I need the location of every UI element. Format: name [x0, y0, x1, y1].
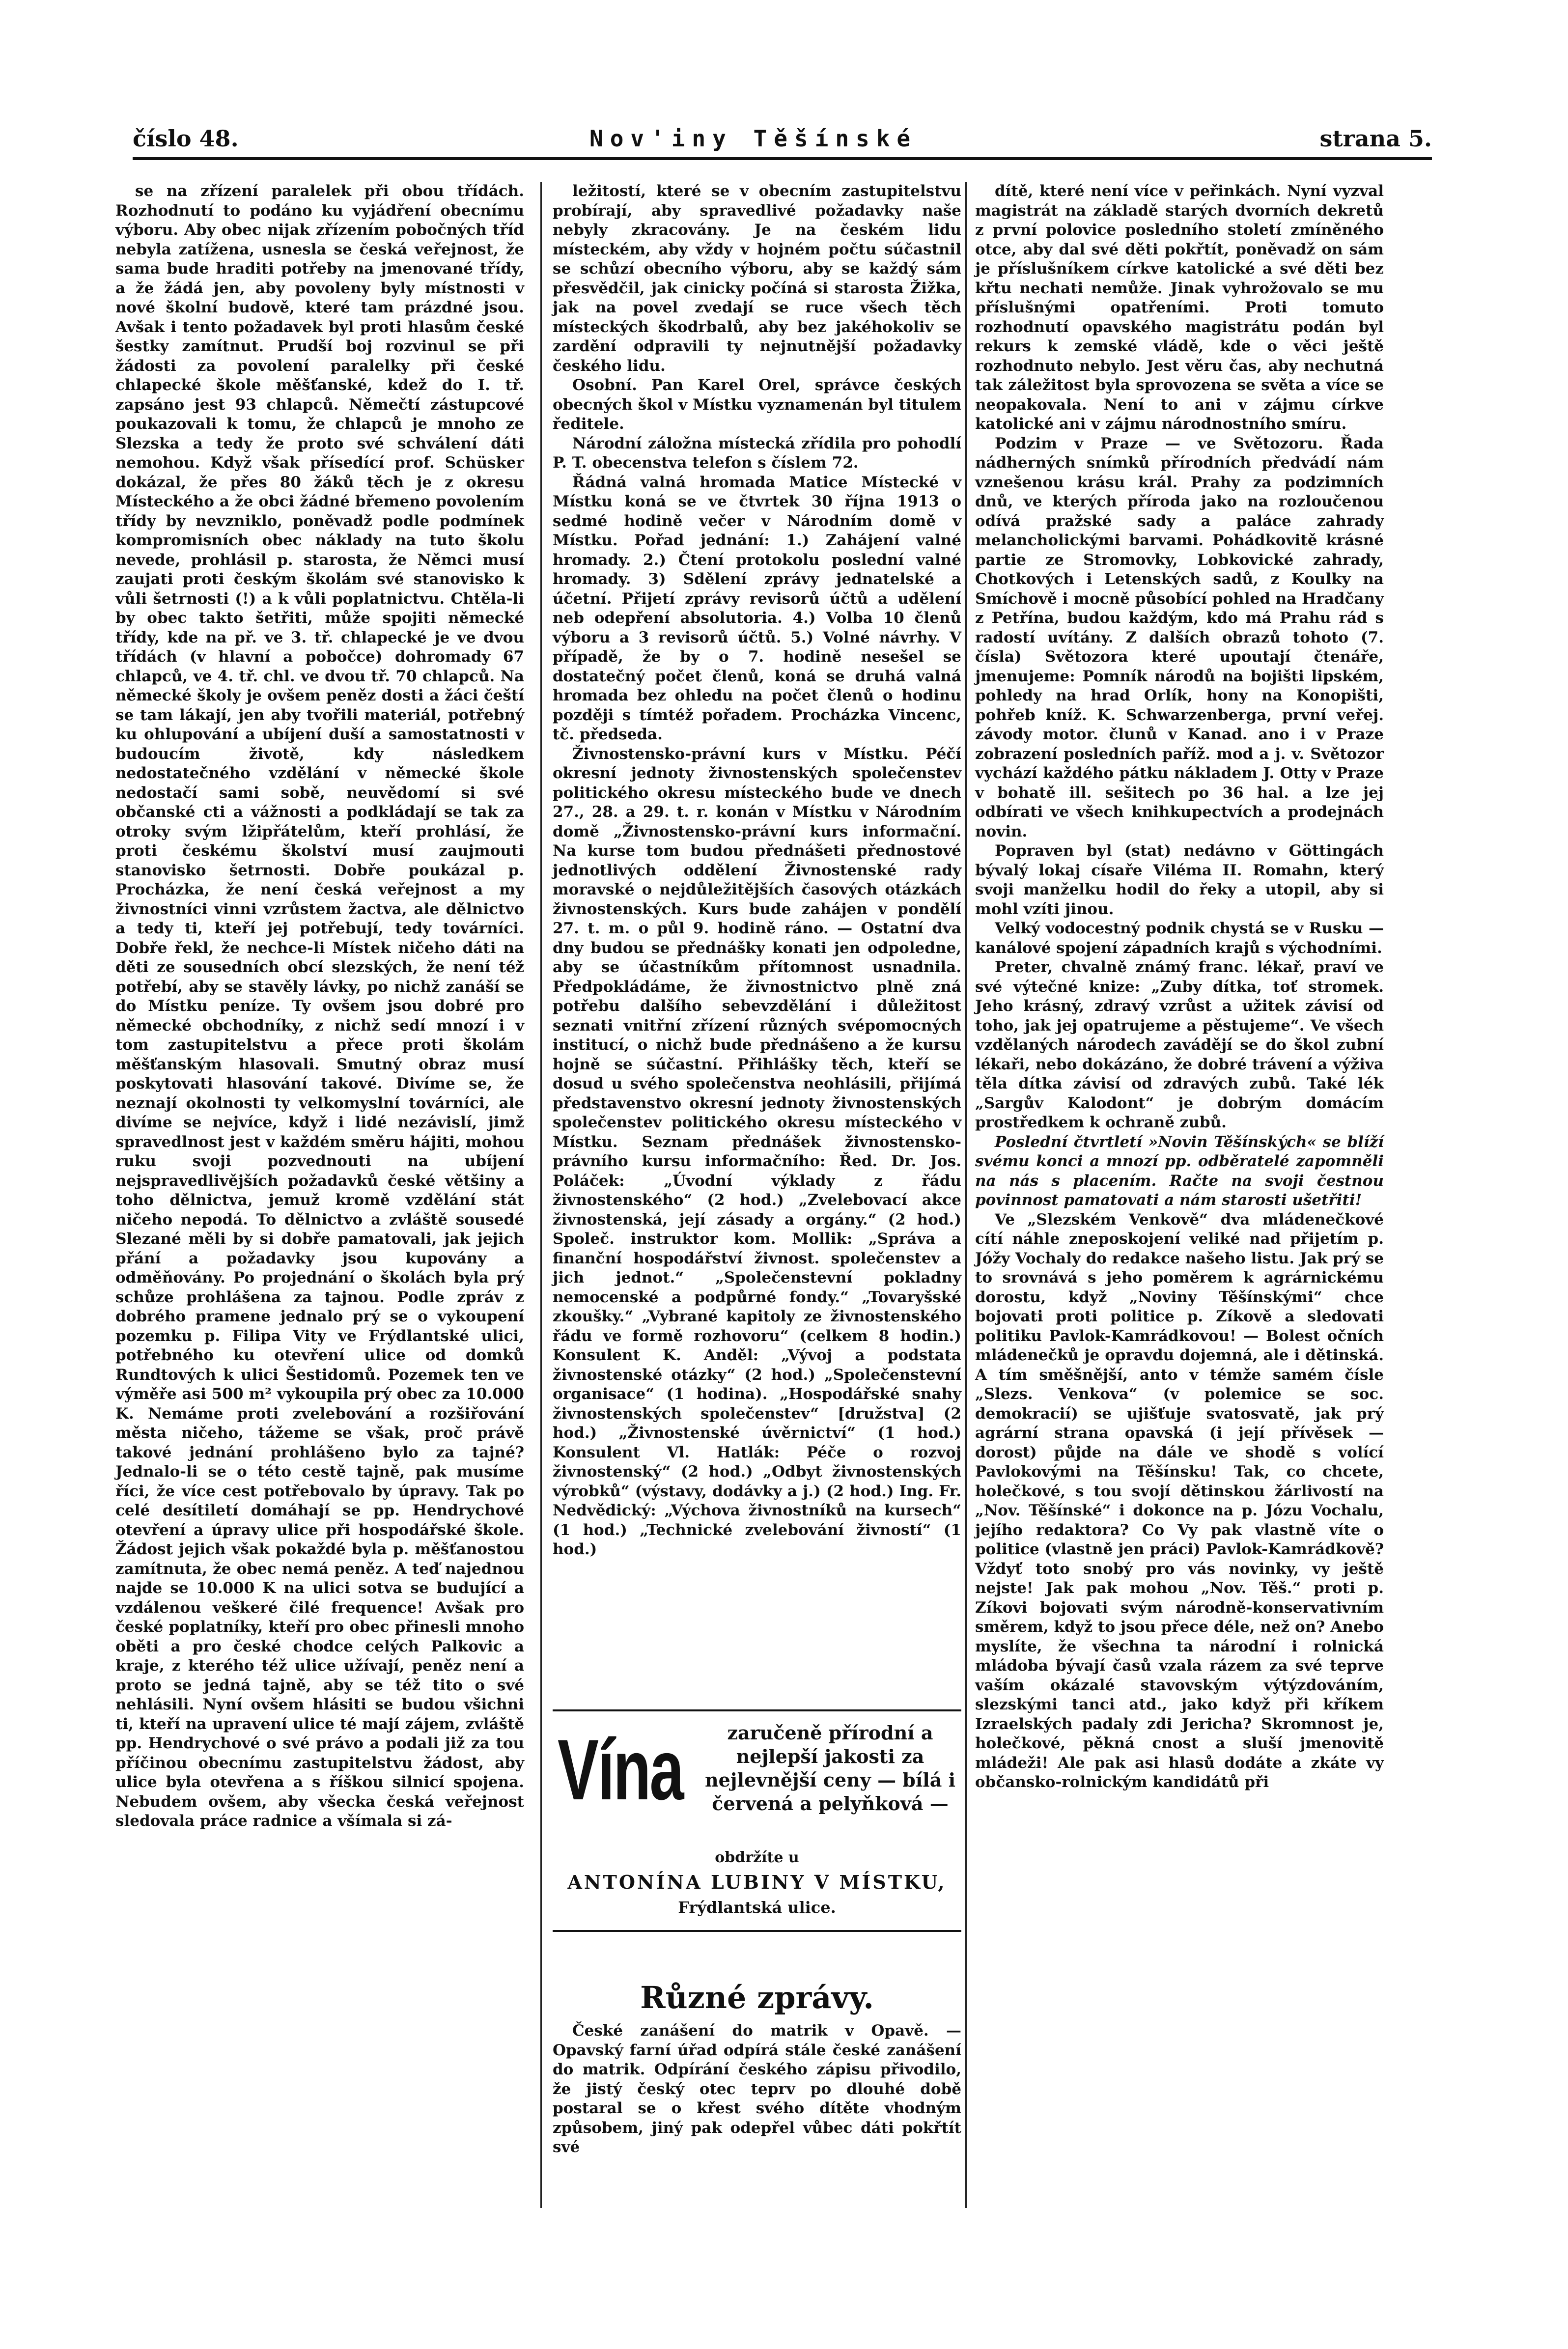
- article-zalozna: Národní záložna místecká zřídila pro pohodlí P. T. obecenstva telefon s číslem 72.: [553, 434, 961, 472]
- ad-address: Frýdlantská ulice.: [678, 1898, 836, 1917]
- article-svetozor: Podzim v Praze — ve Světozoru. Řada nádherných snímků přírodních předvádí nám vznešenou krásu král. Prahy za podzimních dnů, ve kterých příroda jako na rozloučenou odívá pražské sady a paláce zahrady melancholickými barvami. Pohádkovitě krásné partie ze Stromovky, Lobkovické zahrady, Chotkových i Letenských sadů, z Koulky na Smíchově i mocně působící pohled na Hradčany z Petřína, budou každým, kdo má Prahu rád s radostí uvítány. Z dalších obrazů tohoto (7. čísla) Světozora které upoutají čtenáře, jmenujeme: Pomník národů na bojišti lipském, pohledy na hrad Orlík, hony na Konopišti, pohřeb kníž. K. Schwarzenberga, první veřej. závody motor. člunů v Kanad. ano i v Praze zobrazení posledních paříž. mod a j. v. Světozor vychází každého pátku nákladem J. Otty v Praze v bohatě ill. sešitech po 36 hal. a lze jej odbírati ve všech knihkupectvích a prodejnách novin.: [975, 434, 1384, 840]
- ad-big-word: Vína: [558, 1722, 683, 1818]
- article-venkov: Ve „Slezském Venkově“ dva mládenečkové cítí náhle zneposkojení veliké nad přijetím p. Jóžy Vochaly do redakce našeho listu. Jak prý se to srovnává s jeho poměrem k agrárnickému dorostu, když „Noviny Těšínskými“ chce bojovati proti politice p. Zíkově a sledovati politiku Pavlok-Kamrádkovou! — Bolest očních mládenečků je opravdu dojemná, ale i dětinská. A tím směšnější, anto v témže samém čísle „Slezs. Venkova“ (v polemice se soc. demokracií) se ujišťuje svatosvatě, jak prý agrární strana opavská (i její přívěsek — dorost) půjde na dále ve shodě s volící Pavlokovými na Těšínsku! Tak, co chcete, holečkové, s tou svojí dětinskou žárlivostí na „Nov. Těšínské“ i dokonce na p. Józu Vochalu, jejího redaktora? Co Vy pak vlastně víte o politice (vlastně jen práci) Pavlok-Kamrádkově? Vždyť toto snobý pro vás novinky, vy ještě nejste! Jak pak mohou „Nov. Těš.“ proti p. Zíkovi bojovati svým národně-konservativním směrem, když to jsou přece déle, než on? Anebo myslíte, že všechna ta národní i rolnická mládoba bývají časů vzala rázem za své teprve vaším okázalé stavovským výtýzdováním, slezskými tanci atd., jako když při kříkem Izraelských padaly zdi Jericha? Skromnost je, holečkové, pěkná cnost a sluší jmenovitě mládeži! Ale pak asi hlasů dodáte a zkáte vy občansko-rolnickým kandidátů při: [975, 1210, 1384, 1791]
- article-text: dítě, které není více v peřinkách. Nyní vyzval magistrát na základě starých dvorních dekretů z první polovice posledního století zmíněného otce, aby dal své děti pokřtít, poněvadž on sám je příslušníkem církve katolické a své děti bez křtu nechati nemůže. Jinak vyhrožovalo se mu příslušnými opatřeními. Proti tomuto rozhodnutí opavského magistrátu podán byl rekurs k zemské vládě, kde o věci ještě rozhodnuto nebylo. Jest věru čas, aby nechutná tak záležitost byla sprovozena se světa a více se neopakovala. Není to ani v zájmu církve katolické ani v zájmu národnostního smíru.: [975, 182, 1384, 433]
- ad-bottom-rule: [553, 1930, 961, 1932]
- column-divider-1: [540, 182, 542, 2208]
- column-2-bottom: [553, 2021, 961, 2157]
- issue-number: číslo 48.: [133, 125, 239, 152]
- column-1: [115, 182, 524, 1831]
- wine-advertisement: [553, 1709, 961, 1967]
- article-preter: Preter, chvalně známý franc. lékař, praví ve své výtečné knize: „Zuby dítka, toť stromek. Jeho krásný, zdravý vzrůst a užitek závisí od toho, jak jej opatrujeme a pěstujeme“. Ve všech vzdělaných národech zavádějí se do škol zubní lékaři, nebo dokázáno, že dobré trávení a výživa těla dítka závisí od zdravých zubů. Také lék „Sargův Kalodont“ je dobrým domácím prostředkem k ochraně zubů.: [975, 958, 1384, 1131]
- column-3: [975, 182, 1384, 1792]
- newspaper-title: Nov'iny Těšínské: [589, 125, 918, 152]
- header-rule: [133, 157, 1432, 160]
- column-divider-2: [965, 182, 967, 2208]
- article-kurs: Živnostensko-právní kurs v Místku. Péčí okresní jednoty živnostenských společenstev politického okresu místeckého bude ve dnech 27., 28. a 29. t. r. konán v Místku v Národním domě „Živnostensko-právní kurs informační. Na kurse tom budou přednášeti přednostové jednotlivých oddělení Živnostenské rady moravské o nejdůležitějších časových otázkách živnostenských. Kurs bude zahájen v pondělí 27. t. m. o půl 9. hodině ráno. — Ostatní dva dny budou se přednášky konati jen odpoledne, aby se účastníkům přítomnost usnadnila. Předpokládáme, že živnostnictvo plně zná potřebu dalšího sebevzdělání i důležitost seznati vnitřní zřízení různých svépomocných institucí, o nichž bude přednášeno a že kursu hojně se súčastní. Přihlášky těch, kteří se dosud u svého společenstva neohlásili, přijímá představenstvo okresní jednoty živnostenských společenstev politického okresu místeckého v Místku. Seznam přednášek živnostensko-právního kursu informačního: Řed. Dr. Jos. Poláček: „Úvodní výklady z řádu živnostenského“ (2 hod.) „Zvelebovací akce živnostenská, její zásady a orgány.“ (2 hod.) Společ. instruktor kom. Mollik: „Správa a finanční hospodářství živnost. společenstev a jich jednot.“ „Společenstevní pokladny nemocenské a podpůrné fondy.“ „Tovaryšské zkoušky.“ „Vybrané kapitoly ze živnostenského řádu ve formě rozhovoru“ (celkem 8 hodin.) Konsulent K. Anděl: „Vývoj a podstata živnostenské otázky“ (2 hod.) „Společenstevní organisace“ (1 hodina). „Hospodářské snahy živnostenských společenstev“ [družstva] (2 hod.) „Živnostenské úvěrnictví“ (1 hod.) Konsulent Vl. Hatlák: Péče o rozvoj živnostenský“ (2 hod.) „Odbyt živnostenských výrobků“ (výstavy, dodávky a j.) (2 hod.) Ing. Fr. Nedvědický: „Výchova živnostníků na kursech“ (1 hod.) „Technické zvelebování živností“ (1 hod.): [553, 745, 961, 1558]
- article-osobni: Osobní. Pan Karel Orel, správce českých obecných škol v Místku vyznamenán byl titulem ředitele.: [553, 376, 961, 433]
- page-header: [133, 125, 1432, 155]
- article-text: se na zřízení paralelek při obou třídách. Rozhodnutí to podáno ku vyjádření obecnímu výboru. Aby obec nijak zřízením pobočných tříd nebyla zatížena, usnesla se česká veřejnost, že sama bude hraditi potřeby na jmenované třídy, a že žádá jen, aby povoleny byly místnosti v nové školní budově, které tam prázdné jsou. Avšak i tento požadavek byl proti hlasům české šestky zamítnut. Prudší boj rozvinul se při žádosti za povolení paralelky při české chlapecké škole měšťanské, kdež do I. tř. zapsáno jest 93 chlapců. Němečtí zástupcové poukazovali k tomu, že chlapců je mnoho ze Slezska a tedy že proto své schválení dáti nemohou. Když však přísedící prof. Schüsker dokázal, že přes 80 žáků těch je z okresu Místeckého a že obci žádné břemeno povolením třídy by nevzniklo, poněvadž podle podmínek kompromisních obec náklady na tuto školu nevede, prohlásil p. starosta, že Němci musí zaujati proti českým školám své stanovisko k vůli šetrnosti (!) a k vůli poplatnictvu. Chtěla-li by obec takto šetřiti, může spojiti německé třídy, kde na př. ve 3. tř. chlapecké je ve dvou třídách (v hlavní a pobočce) dohromady 67 chlapců, ve 4. tř. chl. ve dvou tř. 70 chlapců. Na německé školy je ovšem peněz dosti a žáci čeští se tam lákají, jen aby tvořili materiál, potřebný ku ohlupování a ubíjení duší a samostatnosti v budoucím životě, kdy následkem nedostatečného vzdělání v německé škole nedostačí sami sobě, neuvědomí si své občanské cti a vážnosti a podkládají se tak za otroky svým lžipřátelům, kteří prohlásí, že proti českému školství musí zaujmouti stanovisko šetrnosti. Dobře poukázal p. Procházka, že není česká veřejnost a my živnostníci vinni vzrůstem žactva, ale dělnictvo a tedy ti, kteří jej potřebují, tedy továrníci. Dobře řekl, že nechce-li Místek ničeho dáti na děti ze sousedních obcí slezských, že není též potřebí, aby se stavěly lávky, po nichž zanáší se do Místku peníze. Ty ovšem jsou dobré pro německé obchodníky, z nichž sedí mnozí i v tom zastupitelstvu a přece proti školám měšťanským hlasovali. Smutný obraz musí poskytovati hlasování takové. Divíme se, že neznají okolnosti ty velkomyslní továrníci, ale divíme se nejvíce, když i lidé nezávislí, jimž spravedlnost jest v každém směru hájiti, mohou ruku svoji pozvednouti na ubíjení nejspravedlivějších požadavků české většiny a toho dělnictva, jemuž kromě vzdělání stát ničeho nepodá. To dělnictvo a zvláště sousedé Slezané měli by si dobře pamatovali, jak jejich přání a požadavky jsou kupovány a odměňovány. Po projednání o školách byla prý schůze prohlášena za tajnou. Podle zpráv z dobrého pramene jednalo prý se o vykoupení pozemku p. Filipa Vity ve Frýdlantské ulici, potřebného ku otevření ulice od domků Rundtových k ulici Šestidomů. Pozemek ten ve výměře asi 500 m² vykoupila prý obec za 10.000 K. Nemáme proti zvelebování a rozšiřování města ničeho, tážeme se však, proč právě takové jednání prohlášeno bylo za tajné? Jednalo-li se o této cestě tajně, pak musíme říci, že více cest potřebovalo by úpravy. Tak po celé desítiletí domáhají se pp. Hendrychové otevření a úpravy ulice při hospodářské škole. Žádost jejich však pokaždé byla p. měšťanostou zamítnuta, že obec nemá peněz. A teď najednou najde se 10.000 K na ulici sotva se budující a vzdálenou veškeré čilé frequence! Avšak pro české poplatníky, kteří pro obec přinesli mnoho oběti a pro české chodce celých Palkovic a kraje, z kterého též ulice užívají, peněz není a proto se jedná tajně, aby se též tito o své nehlásili. Nyní ovšem hlásiti se budou všichni ti, kteří na upravení ulice té mají zájem, zvláště pp. Hendrychové o své právo a podali již za tou příčinou obecnímu zastupitelstvu žádost, aby ulice byla otevřena a s říškou silnicí spojena. Nebudem ovšem, aby všecka česká veřejnost sledovala práce radnice a všímala si zá-: [115, 182, 524, 1830]
- article-text: ležitostí, které se v obecním zastupitelstvu probírají, aby spravedlivé požadavky naše nebyly zkracovány. Je na českém lidu místeckém, aby vždy v hojném počtu súčastnil se schůzí obecního výboru, aby se každý sám přesvědčil, jak cinicky počíná si starosta Žižka, jak na povel zvedají se ruce všech těch místeckých škodrbalů, aby bez jakéhokoliv se zardění odpravili ty nejnutnější požadavky českého lidu.: [553, 182, 961, 375]
- column-2: [553, 182, 961, 1560]
- article-matriky: České zanášení do matrik v Opavě. — Opavský farní úřad odpírá stále české zanášení do matrik. Odpírání českého zápisu přivodilo, že jistý český otec teprv po dlouhé době postaral se o křest svého dítěte vhodným způsobem, jiný pak odepřel vůbec dáti pokřtít své: [553, 2022, 961, 2156]
- ad-obdrzite: obdržíte u: [715, 1849, 799, 1866]
- section-title: Různé zprávy.: [640, 1980, 874, 2015]
- page-number: strana 5.: [1319, 125, 1432, 152]
- article-matice: Řádná valná hromada Matice Místecké v Místku koná se ve čtvrtek 30 října 1913 o sedmé hodině večer v Národním domě v Místku. Pořad jednání: 1.) Zahájení valné hromady. 2.) Čtení protokolu poslední valné hromady. 3) Sdělení zprávy jednatelské a účetní. Přijetí zprávy revisorů účtů a udělení neb odepření absolutoria. 4.) Volba 10 členů výboru a 3 revisorů účtů. 5.) Volné návrhy. V případě, že by o 7. hodině nesešel se dostatečný počet členů, koná se druhá valná hromada bez ohledu na počet členů o hodinu později s tímtéž pořadem. Procházka Vincenc, tč. předseda.: [553, 473, 961, 743]
- subscription-notice: Poslední čtvrtletí »Novin Těšínských« se blíží svému konci a mnozí pp. odběratelé zapomněli na nás s placením. Račte na svoji čestnou povinnost pamatovati a nám starosti ušetřiti!: [975, 1133, 1384, 1209]
- ad-merchant-name: ANTONÍNA LUBINY V MÍSTKU,: [567, 1871, 947, 1893]
- ad-copy: zaručeně přírodní a nejlepší jakosti za nejlevnější ceny — bílá i červená a pelyňková —: [704, 1722, 956, 1815]
- article-popraven: Popraven byl (stat) nedávno v Göttingách bývalý lokaj císaře Viléma II. Romahn, který svoji manželku hodil do řeky a utopil, aby si mohl vzíti jinou.: [975, 842, 1384, 918]
- article-podnik: Velký vodocestný podnik chystá se v Rusku — kanálové spojení západních krajů s východními.: [975, 920, 1384, 957]
